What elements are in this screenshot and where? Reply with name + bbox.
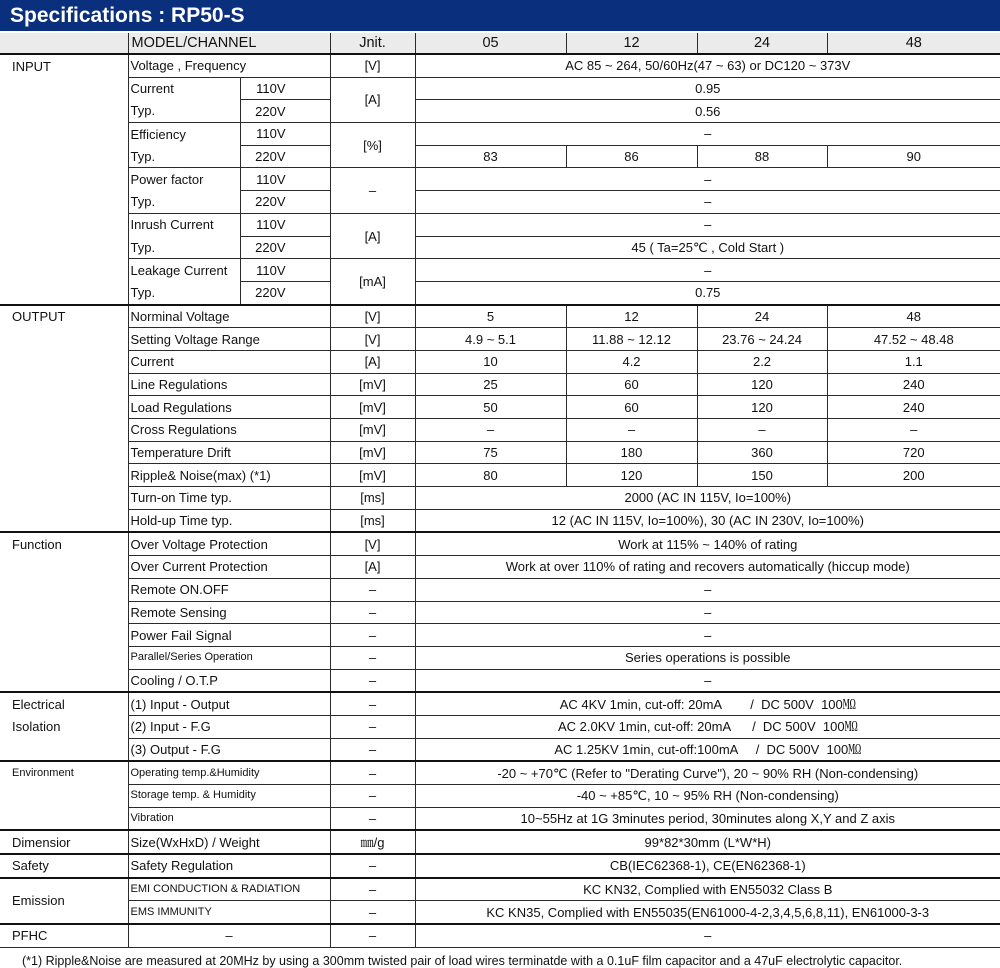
param-label: Ripple& Noise(max) (*1)	[128, 464, 330, 487]
value-cell: –	[415, 123, 1000, 146]
param-label: Setting Voltage Range	[128, 328, 330, 351]
table-row	[0, 785, 1000, 808]
value-cell: 80	[415, 464, 566, 487]
category-blank	[0, 236, 128, 259]
category-blank	[0, 328, 128, 351]
value-cell: 10~55Hz at 1G 3minutes period, 30minutes along X,Y and Z axis	[415, 807, 1000, 830]
value-cell: Series operations is possible	[415, 646, 1000, 669]
value-cell: 86	[566, 145, 697, 168]
value-cell: 0.75	[415, 281, 1000, 304]
table-row	[0, 924, 1000, 947]
unit-cell: [mV]	[330, 441, 415, 464]
value-cell: 120	[697, 396, 827, 419]
param-label: Leakage Current	[128, 259, 240, 282]
table-row	[0, 807, 1000, 830]
param-label: Storage temp. & Humidity	[128, 785, 330, 808]
unit-cell: –	[330, 738, 415, 761]
category-blank	[0, 419, 128, 442]
typ-label: Typ.	[128, 100, 240, 123]
param-label: Over Voltage Protection	[128, 532, 330, 555]
param-label: Parallel/Series Operation	[128, 646, 330, 669]
category-pfhc: PFHC	[0, 924, 128, 947]
category-environment: Environment	[0, 761, 128, 784]
category-blank	[0, 509, 128, 532]
header-channel-05: 05	[415, 33, 566, 54]
typ-label: Typ.	[128, 236, 240, 259]
category-function: Function	[0, 532, 128, 555]
voltage-label: 110V	[240, 168, 330, 191]
value-cell: –	[415, 168, 1000, 191]
value-cell: 360	[697, 441, 827, 464]
table-row	[0, 556, 1000, 579]
table-row	[0, 100, 1000, 123]
value-cell: 0.95	[415, 77, 1000, 100]
category-blank	[0, 100, 128, 123]
table-row	[0, 692, 1000, 715]
value-cell: 120	[566, 464, 697, 487]
value-cell: 23.76 ~ 24.24	[697, 328, 827, 351]
table-row	[0, 305, 1000, 328]
value-cell: 83	[415, 145, 566, 168]
value-cell: 2000 (AC IN 115V, Io=100%)	[415, 487, 1000, 510]
unit-cell: [A]	[330, 213, 415, 258]
category-blank	[0, 213, 128, 236]
value-cell: 99*82*30mm (L*W*H)	[415, 830, 1000, 854]
category-output: OUTPUT	[0, 305, 128, 328]
table-row	[0, 373, 1000, 396]
category-dimension: Dimensior	[0, 830, 128, 854]
table-row	[0, 715, 1000, 738]
table-row	[0, 854, 1000, 878]
param-label: Power factor	[128, 168, 240, 191]
param-label: Turn-on Time typ.	[128, 487, 330, 510]
category-electrical: Electrical	[0, 692, 128, 715]
table-row	[0, 419, 1000, 442]
unit-cell: [V]	[330, 54, 415, 77]
unit-cell: [V]	[330, 305, 415, 328]
param-label: (2) Input - F.G	[128, 715, 330, 738]
value-cell: 88	[697, 145, 827, 168]
param-label: –	[128, 924, 330, 947]
value-cell: AC 2.0KV 1min, cut-off: 20mA / DC 500V 100㏁	[415, 715, 1000, 738]
voltage-label: 220V	[240, 191, 330, 214]
value-cell: –	[415, 669, 1000, 692]
voltage-label: 220V	[240, 236, 330, 259]
unit-cell: –	[330, 692, 415, 715]
typ-label: Typ.	[128, 145, 240, 168]
table-row	[0, 123, 1000, 146]
value-cell: 1.1	[827, 350, 1000, 373]
param-label: Cooling / O.T.P	[128, 669, 330, 692]
value-cell: 720	[827, 441, 1000, 464]
param-label: Remote Sensing	[128, 601, 330, 624]
param-label: Load Regulations	[128, 396, 330, 419]
unit-cell: [V]	[330, 328, 415, 351]
table-row	[0, 669, 1000, 692]
unit-cell: [mA]	[330, 259, 415, 305]
value-cell: –	[697, 419, 827, 442]
unit-cell: [mV]	[330, 373, 415, 396]
unit-cell: –	[330, 924, 415, 947]
table-row	[0, 738, 1000, 761]
param-label: Over Current Protection	[128, 556, 330, 579]
value-cell: 4.2	[566, 350, 697, 373]
value-cell: AC 1.25KV 1min, cut-off:100mA / DC 500V 100㏁	[415, 738, 1000, 761]
voltage-label: 220V	[240, 281, 330, 304]
category-blank	[0, 785, 128, 808]
category-blank	[0, 556, 128, 579]
param-label: Current	[128, 350, 330, 373]
value-cell: 120	[697, 373, 827, 396]
unit-cell: [V]	[330, 532, 415, 555]
value-cell: 200	[827, 464, 1000, 487]
category-emission: Emission	[0, 878, 128, 924]
voltage-label: 110V	[240, 123, 330, 146]
table-row	[0, 487, 1000, 510]
unit-cell: [ms]	[330, 509, 415, 532]
category-input: INPUT	[0, 54, 128, 77]
unit-cell: –	[330, 601, 415, 624]
value-cell: 150	[697, 464, 827, 487]
value-cell: -20 ~ +70℃ (Refer to "Derating Curve"), 20 ~ 90% RH (Non-condensing)	[415, 761, 1000, 784]
value-cell: 75	[415, 441, 566, 464]
value-cell: 48	[827, 305, 1000, 328]
param-label: Size(WxHxD) / Weight	[128, 830, 330, 854]
typ-label: Typ.	[128, 281, 240, 304]
value-cell: –	[415, 259, 1000, 282]
value-cell: 240	[827, 396, 1000, 419]
table-row	[0, 54, 1000, 77]
value-cell: –	[415, 578, 1000, 601]
param-label: Line Regulations	[128, 373, 330, 396]
unit-cell: –	[330, 807, 415, 830]
unit-cell: [A]	[330, 77, 415, 122]
spec-table	[0, 33, 1000, 948]
header-channel-12: 12	[566, 33, 697, 54]
value-cell: -40 ~ +85℃, 10 ~ 95% RH (Non-condensing)	[415, 785, 1000, 808]
table-row	[0, 168, 1000, 191]
unit-cell: [A]	[330, 350, 415, 373]
category-blank	[0, 396, 128, 419]
category-blank	[0, 168, 128, 191]
unit-cell: –	[330, 785, 415, 808]
category-blank	[0, 601, 128, 624]
value-cell: –	[415, 924, 1000, 947]
unit-cell: –	[330, 578, 415, 601]
param-label: Current	[128, 77, 240, 100]
value-cell: 24	[697, 305, 827, 328]
category-blank	[0, 259, 128, 282]
unit-cell: –	[330, 168, 415, 213]
value-cell: 60	[566, 396, 697, 419]
header-channel-48: 48	[827, 33, 1000, 54]
unit-cell: [A]	[330, 556, 415, 579]
param-label: Cross Regulations	[128, 419, 330, 442]
value-cell: 25	[415, 373, 566, 396]
unit-cell: [mV]	[330, 396, 415, 419]
header-blank	[0, 33, 128, 54]
category-blank	[0, 123, 128, 146]
param-label: (3) Output - F.G	[128, 738, 330, 761]
value-cell: 12 (AC IN 115V, Io=100%), 30 (AC IN 230V, Io=100%)	[415, 509, 1000, 532]
table-row	[0, 328, 1000, 351]
value-cell: –	[566, 419, 697, 442]
voltage-label: 110V	[240, 77, 330, 100]
param-label: Efficiency	[128, 123, 240, 146]
category-blank	[0, 738, 128, 761]
value-cell: 60	[566, 373, 697, 396]
value-cell: KC KN32, Complied with EN55032 Class B	[415, 878, 1000, 901]
table-row	[0, 350, 1000, 373]
value-cell: 5	[415, 305, 566, 328]
param-label: EMI CONDUCTION & RADIATION	[128, 878, 330, 901]
category-blank	[0, 373, 128, 396]
table-row	[0, 396, 1000, 419]
table-row	[0, 901, 1000, 924]
value-cell: –	[415, 624, 1000, 647]
value-cell: –	[415, 191, 1000, 214]
param-label: (1) Input - Output	[128, 692, 330, 715]
category-safety: Safety	[0, 854, 128, 878]
param-label: Remote ON.OFF	[128, 578, 330, 601]
table-row	[0, 646, 1000, 669]
category-isolation: Isolation	[12, 719, 61, 735]
unit-cell: –	[330, 646, 415, 669]
unit-cell: –	[330, 854, 415, 878]
value-cell: AC 4KV 1min, cut-off: 20mA / DC 500V 100㏁	[415, 692, 1000, 715]
param-label: Safety Regulation	[128, 854, 330, 878]
table-row	[0, 532, 1000, 555]
category-blank	[0, 77, 128, 100]
voltage-label: 110V	[240, 213, 330, 236]
value-cell: 11.88 ~ 12.12	[566, 328, 697, 351]
value-cell: 45 ( Ta=25℃ , Cold Start )	[415, 236, 1000, 259]
category-blank	[0, 578, 128, 601]
category-blank	[0, 646, 128, 669]
category-blank	[0, 464, 128, 487]
footnote: (*1) Ripple&Noise are measured at 20MHz by using a 300mm twisted pair of load wires terminatde with a 0.1uF film capacitor and a 47uF electrolytic capacitor.	[22, 953, 903, 968]
table-row	[0, 878, 1000, 901]
value-cell: Work at 115% ~ 140% of rating	[415, 532, 1000, 555]
param-label: Inrush Current	[128, 213, 240, 236]
header-unit: Jnit.	[330, 33, 415, 54]
unit-cell: –	[330, 624, 415, 647]
table-row	[0, 761, 1000, 784]
category-blank	[0, 669, 128, 692]
category-blank	[0, 807, 128, 830]
category-blank	[0, 191, 128, 214]
table-row	[0, 509, 1000, 532]
unit-cell: [ms]	[330, 487, 415, 510]
unit-cell: [mV]	[330, 464, 415, 487]
category-blank	[0, 441, 128, 464]
table-row	[0, 259, 1000, 282]
category-blank	[0, 350, 128, 373]
value-cell: 4.9 ~ 5.1	[415, 328, 566, 351]
table-row	[0, 145, 1000, 168]
value-cell: AC 85 ~ 264, 50/60Hz(47 ~ 63) or DC120 ~ 373V	[415, 54, 1000, 77]
category-blank	[0, 624, 128, 647]
value-cell: 47.52 ~ 48.48	[827, 328, 1000, 351]
category-blank	[0, 145, 128, 168]
param-label: Operating temp.&Humidity	[128, 761, 330, 784]
value-cell: KC KN35, Complied with EN55035(EN61000-4-2,3,4,5,6,8,11), EN61000-3-3	[415, 901, 1000, 924]
header-model-channel: MODEL/CHANNEL	[128, 33, 330, 54]
value-cell: 50	[415, 396, 566, 419]
table-row	[0, 601, 1000, 624]
table-row	[0, 464, 1000, 487]
param-label: Voltage , Frequency	[128, 54, 330, 77]
unit-cell: –	[330, 761, 415, 784]
table-row	[0, 236, 1000, 259]
typ-label: Typ.	[128, 191, 240, 214]
category-blank	[0, 281, 128, 304]
unit-cell: ㎜/g	[330, 830, 415, 854]
voltage-label: 220V	[240, 145, 330, 168]
table-header-row	[0, 33, 1000, 54]
table-row	[0, 191, 1000, 214]
value-cell: –	[415, 601, 1000, 624]
unit-cell: [mV]	[330, 419, 415, 442]
value-cell: 0.56	[415, 100, 1000, 123]
table-row	[0, 578, 1000, 601]
table-row	[0, 213, 1000, 236]
table-row	[0, 77, 1000, 100]
param-label: Power Fail Signal	[128, 624, 330, 647]
value-cell: –	[415, 213, 1000, 236]
value-cell: Work at over 110% of rating and recovers automatically (hiccup mode)	[415, 556, 1000, 579]
value-cell: CB(IEC62368-1), CE(EN62368-1)	[415, 854, 1000, 878]
value-cell: –	[827, 419, 1000, 442]
value-cell: 10	[415, 350, 566, 373]
unit-cell: [%]	[330, 123, 415, 168]
value-cell: 180	[566, 441, 697, 464]
value-cell: 90	[827, 145, 1000, 168]
voltage-label: 110V	[240, 259, 330, 282]
table-row	[0, 441, 1000, 464]
table-row	[0, 830, 1000, 854]
table-row	[0, 281, 1000, 304]
value-cell: 12	[566, 305, 697, 328]
param-label: EMS IMMUNITY	[128, 901, 330, 924]
unit-cell: –	[330, 901, 415, 924]
param-label: Hold-up Time typ.	[128, 509, 330, 532]
value-cell: 2.2	[697, 350, 827, 373]
table-row	[0, 624, 1000, 647]
param-label: Norminal Voltage	[128, 305, 330, 328]
voltage-label: 220V	[240, 100, 330, 123]
value-cell: –	[415, 419, 566, 442]
header-channel-24: 24	[697, 33, 827, 54]
param-label: Vibration	[128, 807, 330, 830]
page-title: Specifications : RP50-S	[0, 0, 1000, 31]
unit-cell: –	[330, 715, 415, 738]
unit-cell: –	[330, 669, 415, 692]
param-label: Temperature Drift	[128, 441, 330, 464]
unit-cell: –	[330, 878, 415, 901]
value-cell: 240	[827, 373, 1000, 396]
category-blank	[0, 487, 128, 510]
